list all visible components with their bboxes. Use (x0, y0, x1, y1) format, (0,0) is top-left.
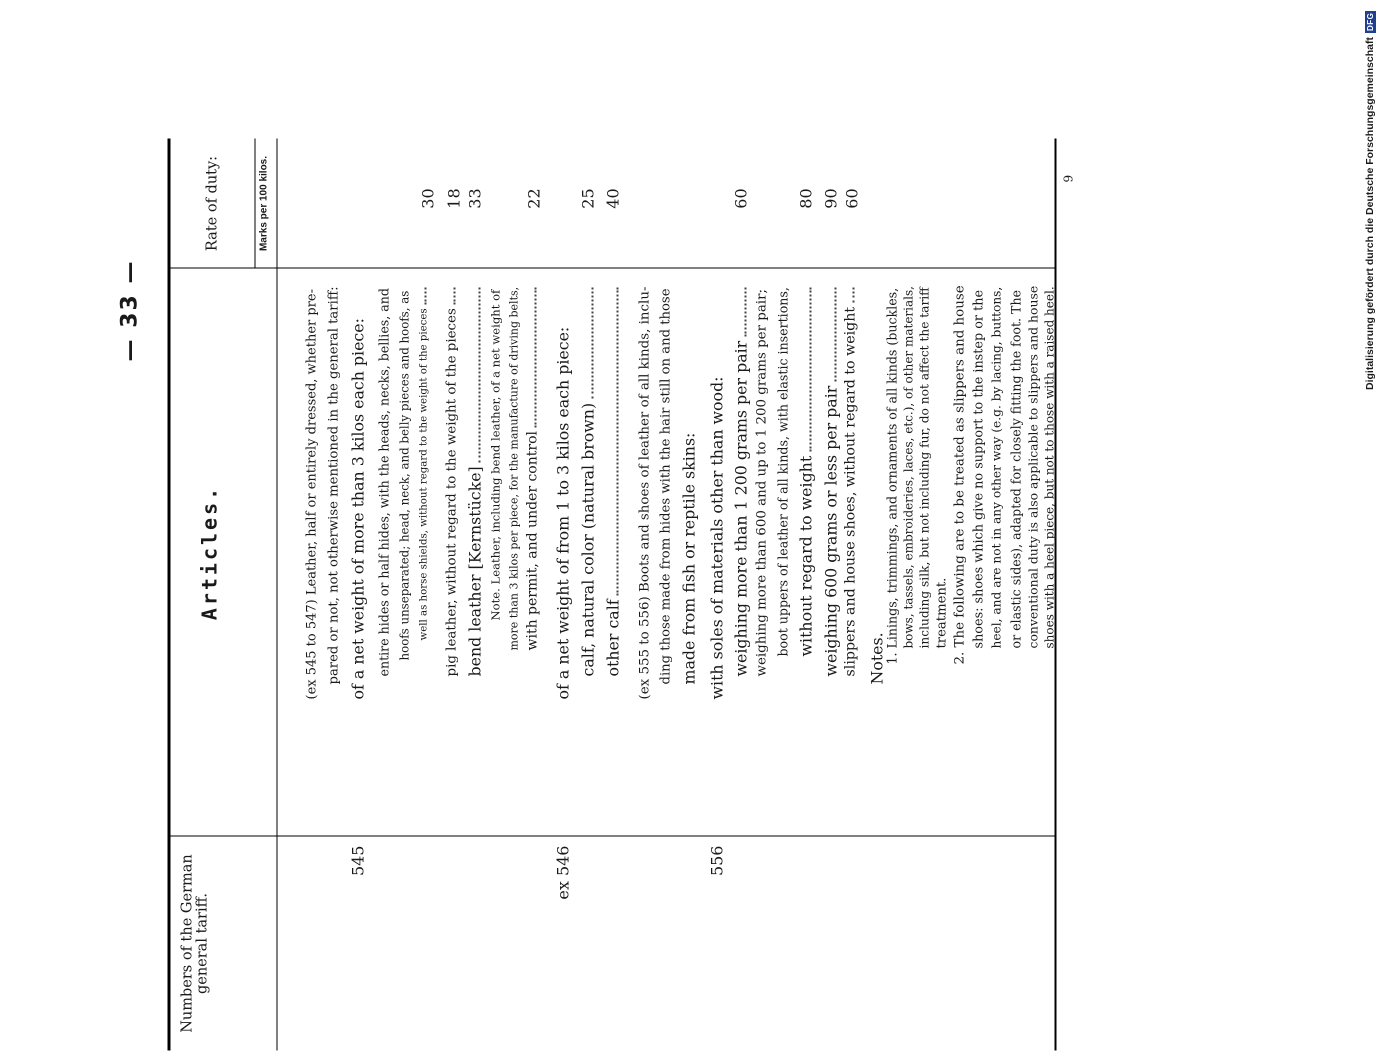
article-text: without regard to weight (796, 455, 816, 657)
header-rate-unit: Marks per 100 kilos. (258, 155, 270, 252)
col-divider-1 (168, 836, 1057, 837)
header-numbers: Numbers of the German general tariff. (179, 854, 211, 1033)
side-note-text: Digitalisierung gefördert durch die Deutsche Forschungsgemeinschaft (1364, 37, 1376, 390)
header-rule (277, 139, 278, 1051)
article-line (419, 287, 430, 640)
article-text: weighing 600 grams or less per pair (821, 385, 841, 677)
article-line (327, 286, 342, 684)
article-line (732, 288, 751, 677)
article-line (554, 327, 573, 700)
article-line (972, 290, 987, 649)
article-line (659, 288, 674, 684)
article-line (377, 288, 392, 676)
header-articles: Articles. (197, 484, 222, 621)
tariff-number: 545 (348, 845, 368, 877)
rate-value: 60 (731, 188, 751, 209)
article-text: (ex 545 to 547) Leather, half or entirely dressed, whether pre- (304, 289, 320, 700)
rate-value: 25 (578, 188, 598, 209)
article-text: 2. The following are to be treated as slippers and house (952, 285, 968, 665)
header-rate: Rate of duty: (204, 155, 221, 252)
article-line (508, 287, 521, 651)
article-line (885, 288, 900, 665)
article-text: heel, and are not in any other way (e.g. by lacing, buttons, (989, 286, 1004, 649)
article-line (604, 287, 623, 676)
article-line (708, 376, 727, 699)
article-text: with permit, and under control (524, 431, 541, 651)
leader-dots (835, 288, 837, 382)
leader-dots (745, 288, 747, 337)
article-line (776, 287, 791, 656)
rate-value: 40 (603, 188, 623, 209)
tariff-number: 556 (707, 845, 727, 877)
article-text: more than 3 kilos per piece, for the manufacture of driving belts, (507, 286, 521, 651)
rate-value: 30 (418, 188, 438, 209)
article-text: bend leather [Kernstücke] (465, 466, 485, 677)
article-text: well as horse shields, without regard to the weight of the pieces (418, 308, 430, 641)
article-line (349, 318, 368, 699)
article-text: or elastic sides), adapted for closely fitting the foot. The (1008, 289, 1024, 649)
article-text: calf, natural color (natural brown) (578, 402, 598, 677)
article-line (398, 291, 412, 661)
leader-dots (617, 287, 619, 595)
dfg-logo: DFG (1365, 12, 1375, 32)
leader-dots (853, 288, 855, 303)
article-text: Note. Leather, including bend leather, of a net weight of (488, 289, 503, 621)
leader-dots (535, 287, 537, 427)
article-line (935, 578, 950, 649)
rate-unit-rule (255, 139, 256, 269)
article-line (489, 290, 503, 621)
col-divider-2 (168, 268, 1057, 269)
article-line (305, 289, 320, 699)
article-line (755, 289, 770, 677)
footer-mark: 9 (1061, 174, 1076, 183)
leader-dots (810, 288, 812, 452)
rate-value: 90 (821, 188, 841, 209)
article-text: boot uppers of leather of all kinds, with elastic insertions, (775, 287, 791, 657)
article-line (953, 285, 968, 664)
article-line (902, 286, 916, 648)
article-text: slippers and house shoes, without regard to weight (842, 306, 859, 677)
leader-dots (479, 287, 481, 462)
article-line (1009, 290, 1024, 649)
article-line (466, 287, 485, 676)
article-line (1043, 286, 1057, 648)
article-line (445, 287, 460, 676)
article-line (990, 287, 1004, 649)
article-text: of a net weight of more than 3 kilos each piece: (348, 318, 368, 700)
rate-value: 33 (465, 188, 485, 209)
side-note (1362, 10, 1378, 390)
article-text: entire hides or half hides, with the heads, necks, bellies, and (376, 288, 392, 677)
article-text: other calf (603, 599, 623, 677)
article-text: of a net weight of from 1 to 3 kilos each piece: (553, 326, 573, 700)
rate-value: 22 (524, 188, 544, 209)
rate-value: 60 (842, 188, 862, 209)
article-text: shoes with a heel piece, but not to those with a raised heel. (1042, 286, 1057, 649)
article-text: hoofs unseparated; head, neck, and belly pieces and hoofs, as (397, 290, 412, 661)
rate-value: 80 (796, 188, 816, 209)
article-text: shoes: shoes which give no support to the instep or the (971, 289, 987, 649)
article-text: ding those made from hides with the hair still on and those (658, 288, 674, 685)
article-text: treatment. (934, 577, 950, 649)
article-line (918, 287, 932, 648)
article-line (843, 288, 859, 677)
top-rule (168, 139, 171, 1051)
article-line (822, 288, 841, 677)
article-text: (ex 555 to 556) Boots and shoes of leather of all kinds, inclu- (637, 286, 653, 700)
rotated-page (0, 51, 1333, 1051)
leader-dots (592, 288, 594, 399)
article-text: weighing more than 1 200 grams per pair (731, 340, 751, 677)
article-text: including silk, but not including fur, do not affect the tariff (917, 287, 932, 649)
article-text: pig leather, without regard to the weight of the pieces (444, 308, 460, 677)
article-text: made from fish or reptile skins: (679, 432, 699, 685)
article-line (579, 288, 598, 677)
leader-dots (425, 287, 427, 304)
article-line (525, 287, 541, 650)
article-text: weighing more than 600 and up to 1 200 grams per pair; (754, 289, 770, 677)
article-text: with soles of materials other than wood: (707, 376, 727, 700)
leader-dots (454, 287, 456, 304)
article-text: Notes. (867, 632, 887, 685)
article-text: bows, tassels, embroideries, laces, etc.), of other materials, (901, 286, 916, 649)
article-text: 1. Linings, trimmings, and ornaments of all kinds (buckles, (884, 287, 900, 665)
article-text: conventional duty is also applicable to slippers and house (1025, 285, 1041, 649)
tariff-number: ex 546 (553, 845, 573, 900)
article-line (680, 433, 699, 685)
article-line (1026, 286, 1041, 649)
page-number: — 33 — (117, 259, 143, 362)
article-line (797, 288, 816, 657)
rate-value: 18 (444, 188, 464, 209)
article-text: pared or not, not otherwise mentioned in the general tariff: (326, 286, 342, 685)
article-line (638, 287, 653, 700)
